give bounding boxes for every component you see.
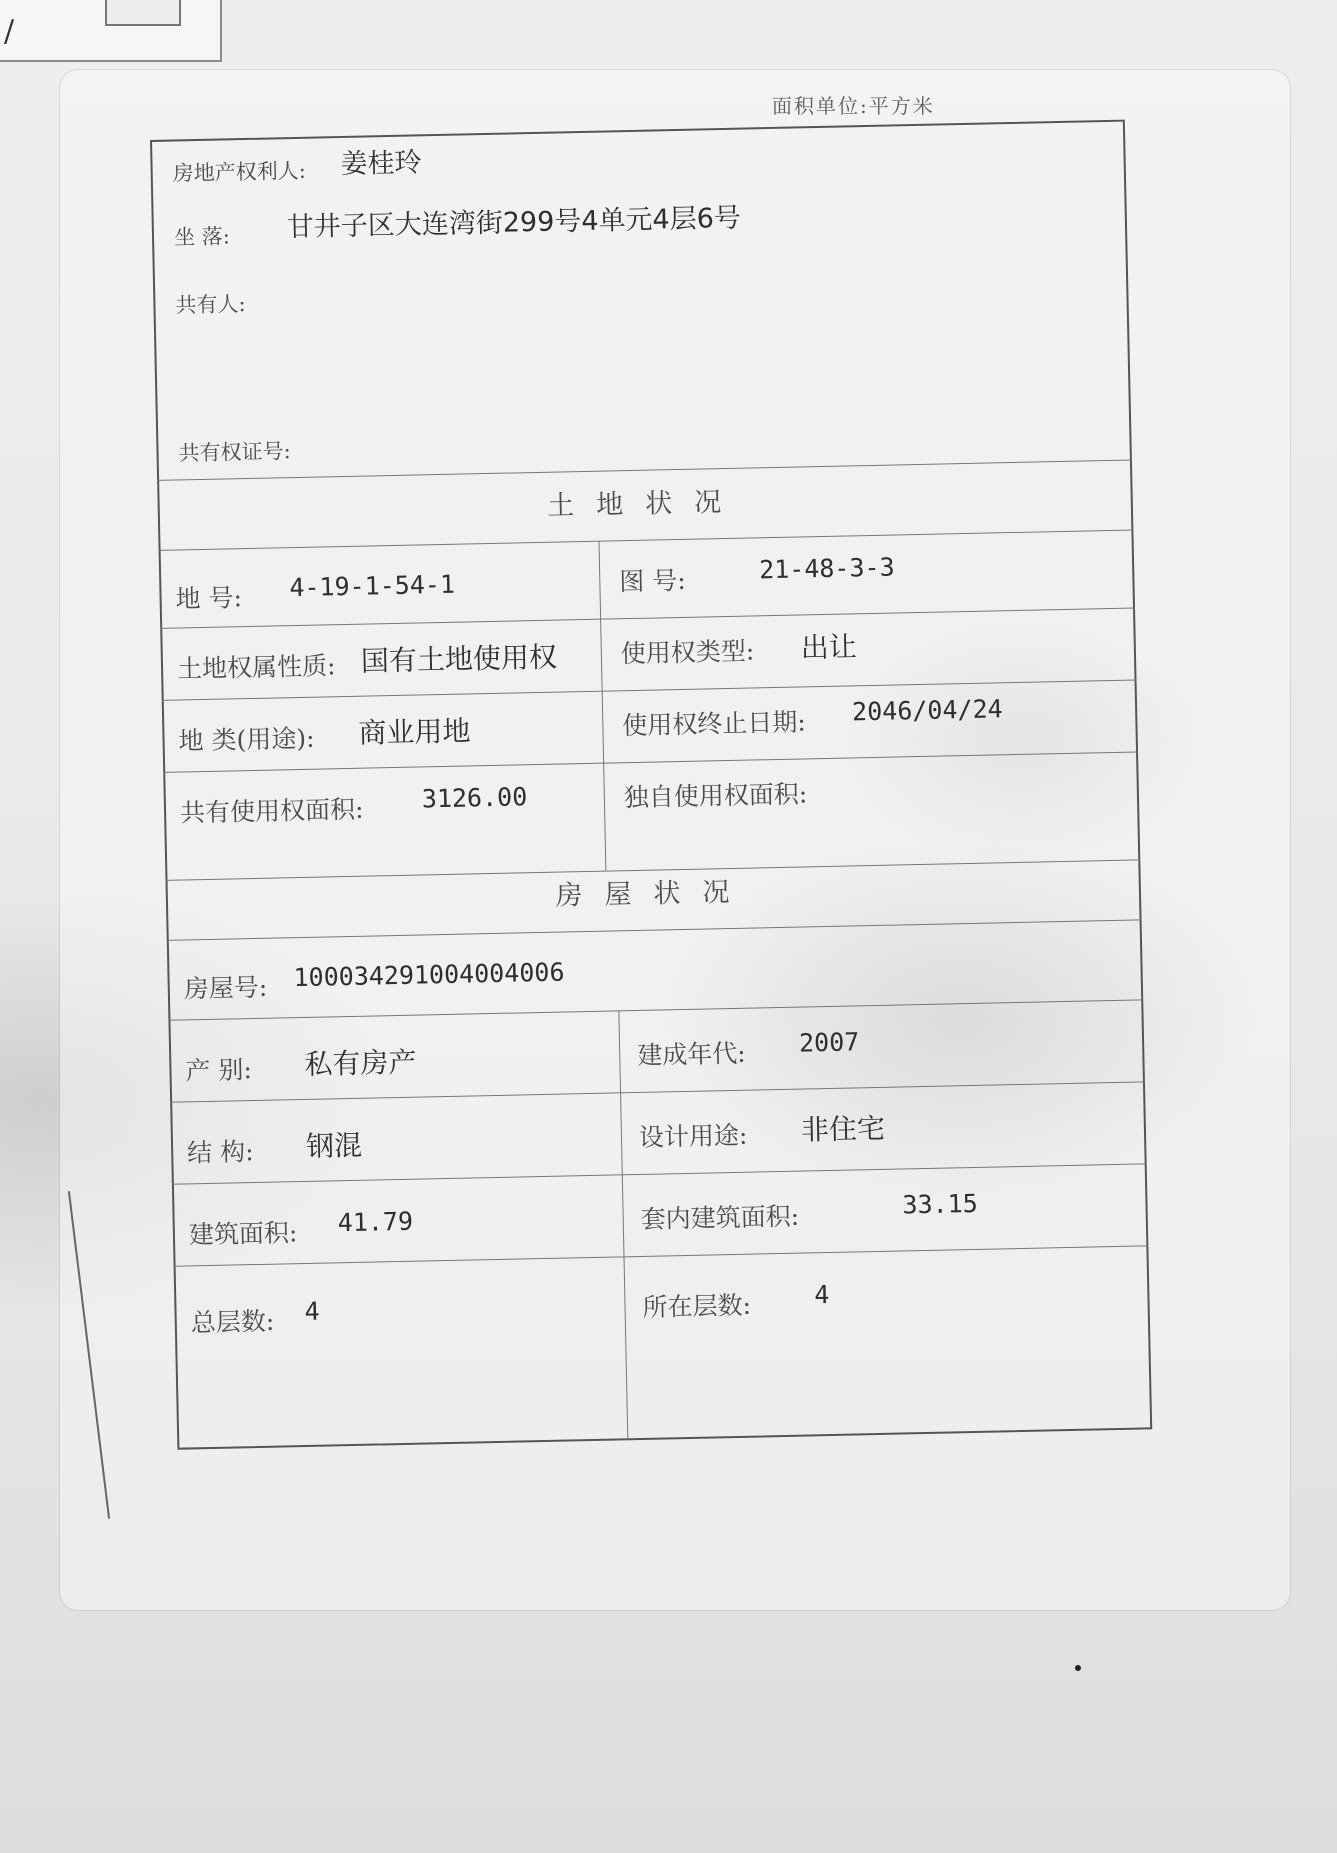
category-value: 私有房产: [304, 1045, 417, 1081]
building-area-label: 建筑面积:: [188, 1218, 298, 1250]
category-label: 产 别:: [185, 1055, 253, 1086]
owner-label: 房地产权利人:: [172, 158, 307, 186]
property-form: [150, 120, 1152, 1450]
structure-value: 钢混: [305, 1128, 363, 1163]
location-value: 甘井子区大连湾街299号4单元4层6号: [286, 202, 742, 244]
right-type-value: 出让: [800, 630, 858, 665]
land-nature-label: 土地权属性质:: [176, 651, 336, 684]
total-floors-label: 总层数:: [190, 1306, 275, 1338]
co-owner-label: 共有人:: [175, 292, 246, 318]
map-no-label: 图 号:: [619, 565, 687, 597]
design-use-value: 非住宅: [800, 1111, 886, 1147]
map-no-value: 21-48-3-3: [758, 552, 895, 585]
built-year-label: 建成年代:: [636, 1038, 746, 1070]
land-nature-value: 国有土地使用权: [360, 640, 558, 678]
edge-mark: /: [4, 14, 15, 49]
ink-dot: [1075, 1665, 1081, 1671]
corner-card-tab: [105, 0, 181, 26]
area-unit-note: 面积单位:平方米: [772, 94, 935, 118]
land-use-label: 地 类(用途):: [178, 723, 315, 756]
location-label: 坐 落:: [173, 224, 231, 250]
inner-area-value: 33.15: [902, 1188, 979, 1220]
floor-value: 4: [814, 1280, 830, 1310]
shared-area-value: 3126.00: [421, 782, 528, 814]
floor-label: 所在层数:: [642, 1290, 752, 1322]
built-year-value: 2007: [798, 1027, 860, 1058]
lot-no-value: 4-19-1-54-1: [289, 569, 456, 603]
structure-label: 结 构:: [186, 1137, 254, 1168]
right-type-label: 使用权类型:: [620, 636, 755, 669]
lot-no-label: 地 号:: [175, 583, 243, 614]
inner-area-label: 套内建筑面积:: [640, 1201, 800, 1234]
end-date-value: 2046/04/24: [851, 694, 1003, 727]
house-section-title: 房屋状况: [555, 876, 752, 912]
building-area-value: 41.79: [337, 1206, 414, 1238]
sole-area-label: 独自使用权面积:: [623, 779, 808, 813]
co-cert-label: 共有权证号:: [178, 439, 291, 466]
house-no-label: 房屋号:: [183, 972, 268, 1004]
land-use-value: 商业用地: [358, 714, 471, 750]
total-floors-value: 4: [304, 1296, 320, 1327]
land-section-title: 土地状况: [546, 486, 744, 522]
shared-area-label: 共有使用权面积:: [179, 794, 364, 828]
house-no-value: 100034291004004006: [293, 957, 565, 993]
end-date-label: 使用权终止日期:: [622, 707, 807, 741]
design-use-label: 设计用途:: [638, 1120, 748, 1152]
corner-card: [0, 0, 222, 62]
owner-value: 姜桂玲: [340, 147, 422, 181]
